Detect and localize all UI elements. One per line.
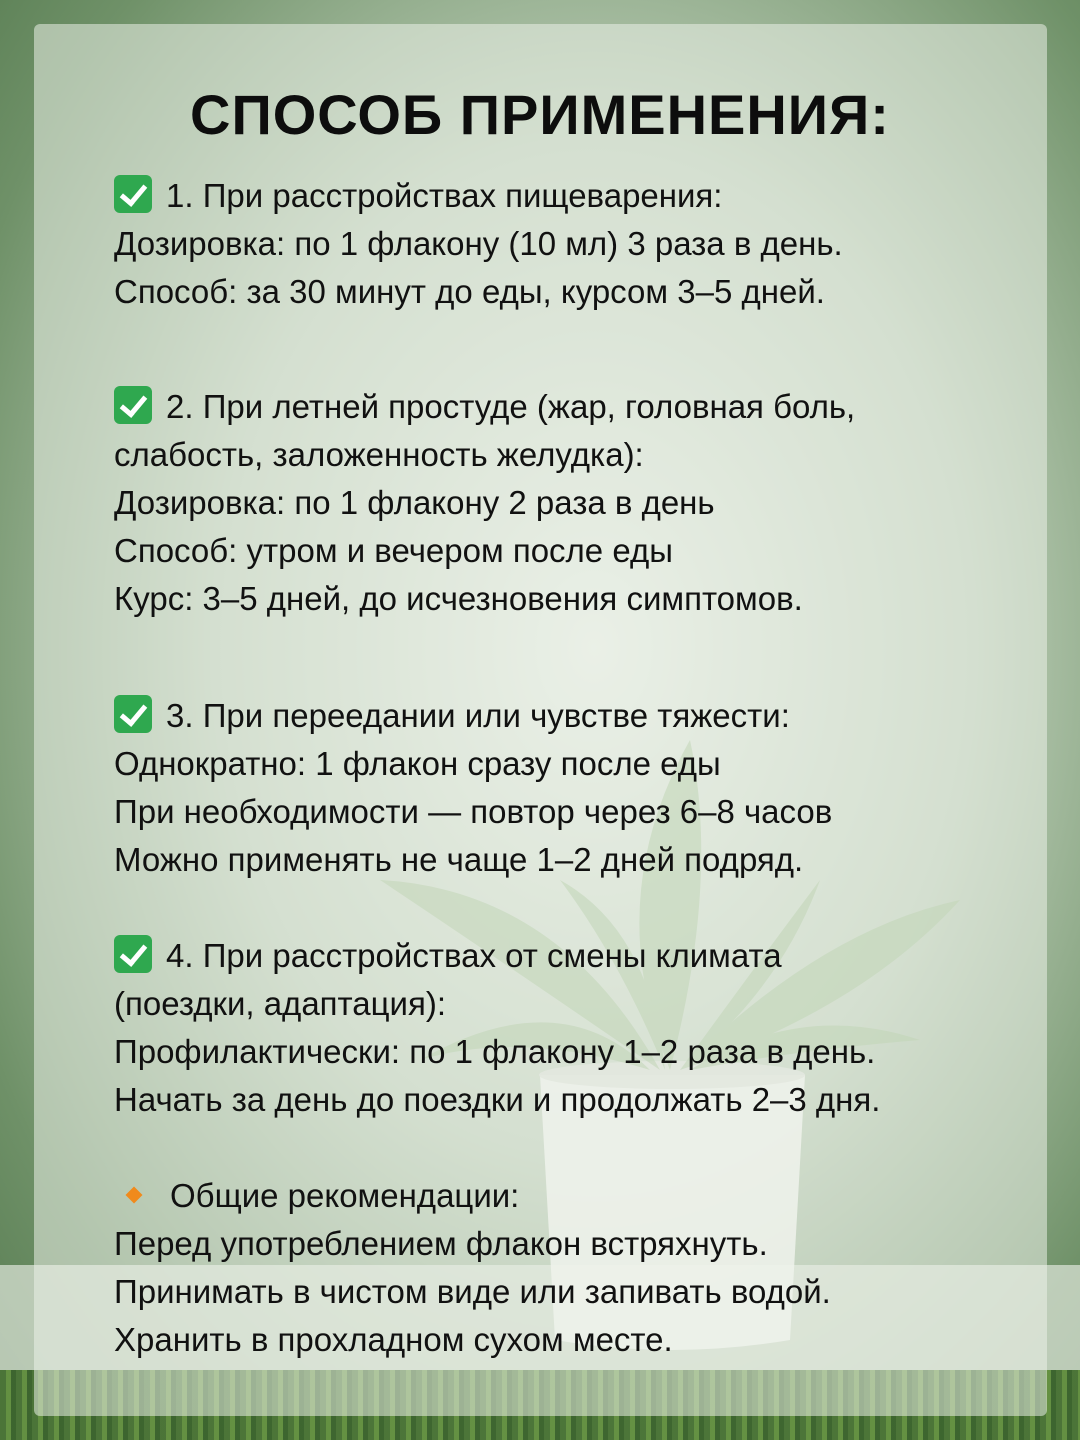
section-line: слабость, заложенность желудка): bbox=[114, 436, 644, 473]
page-title: СПОСОБ ПРИМЕНЕНИЯ: bbox=[190, 83, 890, 146]
section-general bbox=[114, 1172, 1014, 1364]
orange-diamond-icon bbox=[126, 1187, 143, 1204]
section-line: Однократно: 1 флакон сразу после еды bbox=[114, 745, 721, 782]
section-2 bbox=[114, 383, 1014, 623]
section-line: Способ: за 30 минут до еды, курсом 3–5 дней. bbox=[114, 273, 825, 310]
check-mark-icon bbox=[114, 386, 152, 424]
section-4 bbox=[114, 932, 1014, 1124]
section-heading: 2. При летней простуде (жар, головная боль, bbox=[166, 388, 856, 425]
section-line: Дозировка: по 1 флакону (10 мл) 3 раза в день. bbox=[114, 225, 843, 262]
section-3 bbox=[114, 692, 1014, 884]
section-1 bbox=[114, 172, 1014, 316]
section-heading: 3. При переедании или чувстве тяжести: bbox=[166, 697, 790, 734]
check-mark-icon bbox=[114, 695, 152, 733]
section-line: Дозировка: по 1 флакону 2 раза в день bbox=[114, 484, 715, 521]
section-line: Способ: утром и вечером после еды bbox=[114, 532, 673, 569]
section-heading: 4. При расстройствах от смены климата bbox=[166, 937, 782, 974]
section-line: Можно применять не чаще 1–2 дней подряд. bbox=[114, 841, 804, 878]
section-line: Курс: 3–5 дней, до исчезновения симптомов. bbox=[114, 580, 803, 617]
section-heading: Общие рекомендации: bbox=[170, 1177, 520, 1214]
section-line: Начать за день до поездки и продолжать 2–3 дня. bbox=[114, 1081, 881, 1118]
section-line: (поездки, адаптация): bbox=[114, 985, 446, 1022]
section-line: Перед употреблением флакон встряхнуть. bbox=[114, 1225, 768, 1262]
section-heading: 1. При расстройствах пищеварения: bbox=[166, 177, 723, 214]
section-line: Профилактически: по 1 флакону 1–2 раза в день. bbox=[114, 1033, 876, 1070]
section-line: Хранить в прохладном сухом месте. bbox=[114, 1321, 673, 1358]
check-mark-icon bbox=[114, 175, 152, 213]
section-line: Принимать в чистом виде или запивать водой. bbox=[114, 1273, 831, 1310]
check-mark-icon bbox=[114, 935, 152, 973]
section-line: При необходимости — повтор через 6–8 часов bbox=[114, 793, 833, 830]
